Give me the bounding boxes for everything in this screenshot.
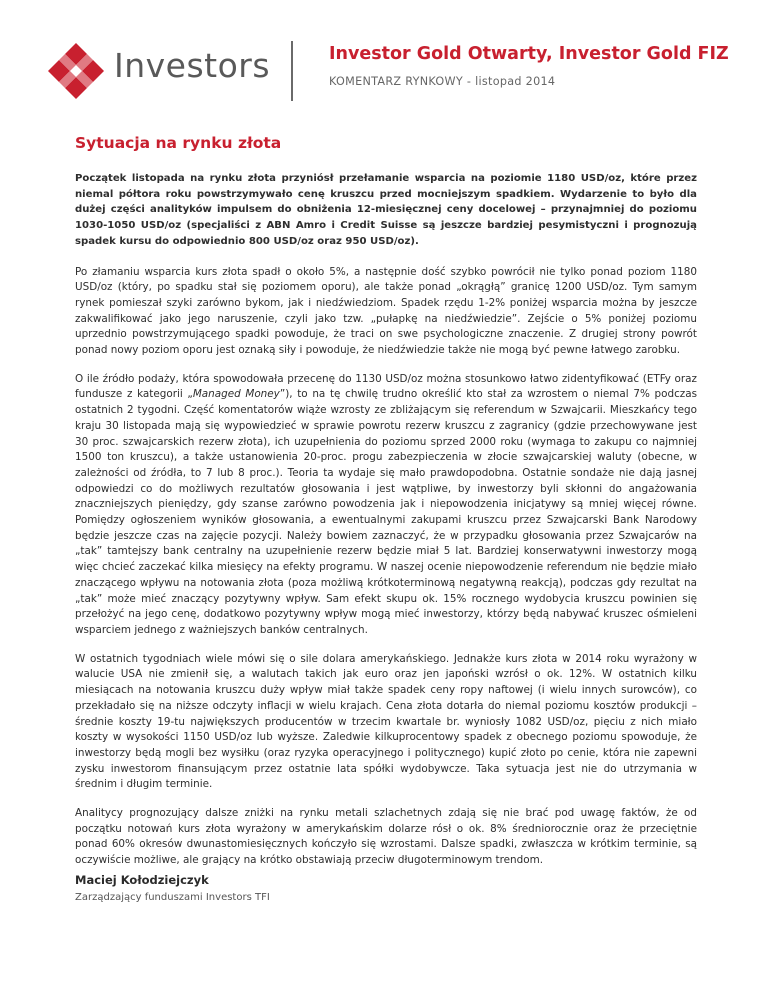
- paragraph-2-italic: Managed Money: [192, 388, 280, 401]
- lead-paragraph: Początek listopada na rynku złota przyniósł przełamanie wsparcia na poziomie 1180 USD/oz, które przez niemal półtora roku powstrzymywało cenę kruszcu przed mocniejszym spadkiem. Wydarzenie to było dla dużej części analityków impulsem do obniżenia 12-miesięcznej ceny docelowej – przynajmniej do poziomu 1030-1050 USD/oz (specjaliści z ABN Amro i Credit Suisse są jeszcze bardziej pesymistyczni i prognozują spadek kursu do odpowiednio 800 USD/oz oraz 950 USD/oz).: [75, 173, 697, 247]
- author-block: [75, 872, 270, 905]
- investors-logo-icon: [46, 41, 106, 101]
- paragraph-2-part-1: O ile źródło podaży, która spowodowała przecenę do 1130 USD/oz można stosunkowo łatwo zidentyfikować (ETFy oraz fundusze z kategorii „: [75, 372, 697, 401]
- paragraph-3: W ostatnich tygodniach wiele mówi się o sile dolara amerykańskiego. Jednakże kurs złota w 2014 roku wyrażony w walucie USA nie zmienił się, a walutach takich jak euro oraz jen japoński wzrósł o ok. 12%. W ostatnich kilku miesiącach na notowania kruszcu duży wpływ miał także spadek ceny ropy naftowej (i wielu innych surowców), co przekładało się na niższe odczyty inflacji w wielu krajach. Cena złota dotarła do niemal poziomu kosztów produkcji – średnie koszty 19-tu największych producentów w trzecim kwartale br. wyniosły 1082 USD/oz, pięciu z nich miało koszty w wysokości 1150 USD/oz lub wyższe. Zaledwie kilkuprocentowy spadek z obecnego poziomu spowoduje, że inwestorzy będą mogli bez wysiłku (oraz ryzyka operacyjnego i politycznego) kupić złoto po cenie, która nie zapewni zysku inwestorom finansującym przez ostatnie lata spółki wydobywcze. Taka sytuacja jest nie do utrzymania w średnim i długim terminie.: [75, 652, 697, 791]
- fund-subtitle: KOMENTARZ RYNKOWY - listopad 2014: [329, 75, 556, 88]
- paragraph-1: Po złamaniu wsparcia kurs złota spadł o około 5%, a następnie dość szybko powrócił nie tylko ponad poziom 1180 USD/oz (który, po spadku stał się poziomem oporu), ale także ponad „okrągłą” granicę 1200 USD/oz. Tym samym rynek pomieszał szyki zarówno bykom, jak i niedźwiedziom. Spadek rzędu 1-2% poniżej wsparcia można by jeszcze zakwalifikować jako jego naruszenie, czyli jako tzw. „pułapkę na niedźwiedzie”. Zejście o 5% poniżej poziomu uprzednio powstrzymującego spadki powoduje, że traci on swe psychologiczne znaczenie. Z drugiej strony powrót ponad nowy poziom oporu jest oznaką siły i powoduje, że niedźwiedzie także nie mogą być pewne łatwego zarobku.: [75, 265, 697, 357]
- author-name: Maciej Kołodziejczyk: [75, 873, 209, 887]
- fund-title: Investor Gold Otwarty, Investor Gold FIZ: [329, 44, 729, 64]
- header-divider: [291, 41, 293, 101]
- logo-wordmark: Investors: [114, 46, 271, 85]
- page-header: [0, 0, 768, 110]
- paragraph-2-part-2: ”), to na tę chwilę trudno określić kto stał za wzrostem o niemal 7% podczas ostatnich 2 tygodni. Część komentatorów wiąże wzrosty ze zbliżającym się referendum w Szwajcarii. Mieszkańcy tego kraju 30 listopada mają się wypowiedzieć w sprawie powrotu rezerw kruszcu z zagranicy (gdzie przechowywane jest 30 proc. szwajcarskich rezerw złota), ich uzupełnienia do poziomu sprzed 2000 roku (wymaga to zakupu co najmniej 1500 ton kruszcu), a także ustanowienia 20-proc. progu zabezpieczenia w złocie szwajcarskiej waluty (obecne, w zależności od źródła, to 7 lub 8 proc.). Teoria ta wydaje się mało prawdopodobna. Ostatnie sondaże nie dają jasnej odpowiedzi co do możliwych rezultatów głosowania i jest wątpliwe, by inwestorzy byli skłonni do angażowania znaczniejszych pieniędzy, gdy szanse zarówno powodzenia jak i niepowodzenia inicjatywy są mniej więcej równe. Pomiędzy ogłoszeniem wyników głosowania, a ewentualnymi zakupami kruszcu przez Szwajcarski Bank Narodowy będzie jeszcze czas na zajęcie pozycji. Należy bowiem zaznaczyć, że w przypadku głosowania przez Szwajcarów na „tak” tamtejszy bank centralny na uzupełnienie rezerw będzie miał 5 lat. Bardziej konserwatywni inwestorzy mogą więc chcieć zaczekać kilka miesięcy na efekty programu. W naszej ocenie niepowodzenie referendum nie będzie miało znaczącego wpływu na notowania złota (poza możliwą krótkoterminową negatywną reakcją), podczas gdy rezultat na „tak” może mieć znaczący pozytywny wpływ. Sam efekt skupu ok. 15% rocznego wydobycia kruszcu powinien się przełożyć na jego cenę, dodatkowo pozytywny wpływ mogą mieć inwestorzy, którzy będą nabywać kruszec ośmieleni wsparciem jednego z ważniejszych banków centralnych.: [75, 388, 698, 636]
- section-title: Sytuacja na rynku złota: [75, 134, 282, 152]
- author-role: Zarządzający funduszami Investors TFI: [75, 892, 270, 903]
- article-body: [75, 133, 697, 882]
- paragraph-4: Analitycy prognozujący dalsze zniżki na rynku metali szlachetnych zdają się nie brać pod uwagę faktów, że od początku notowań kurs złota wyrażony w amerykańskim dolarze rósł o ok. 8% średniorocznie oraz że przeciętnie ponad 60% okresów dwunastomiesięcznych kończyło się wzrostami. Dalsze spadki, zwłaszcza w krótkim terminie, są oczywiście możliwe, ale grający na krótko obstawiają przeciw długoterminowym trendom.: [75, 807, 697, 867]
- paragraph-2: [75, 372, 697, 639]
